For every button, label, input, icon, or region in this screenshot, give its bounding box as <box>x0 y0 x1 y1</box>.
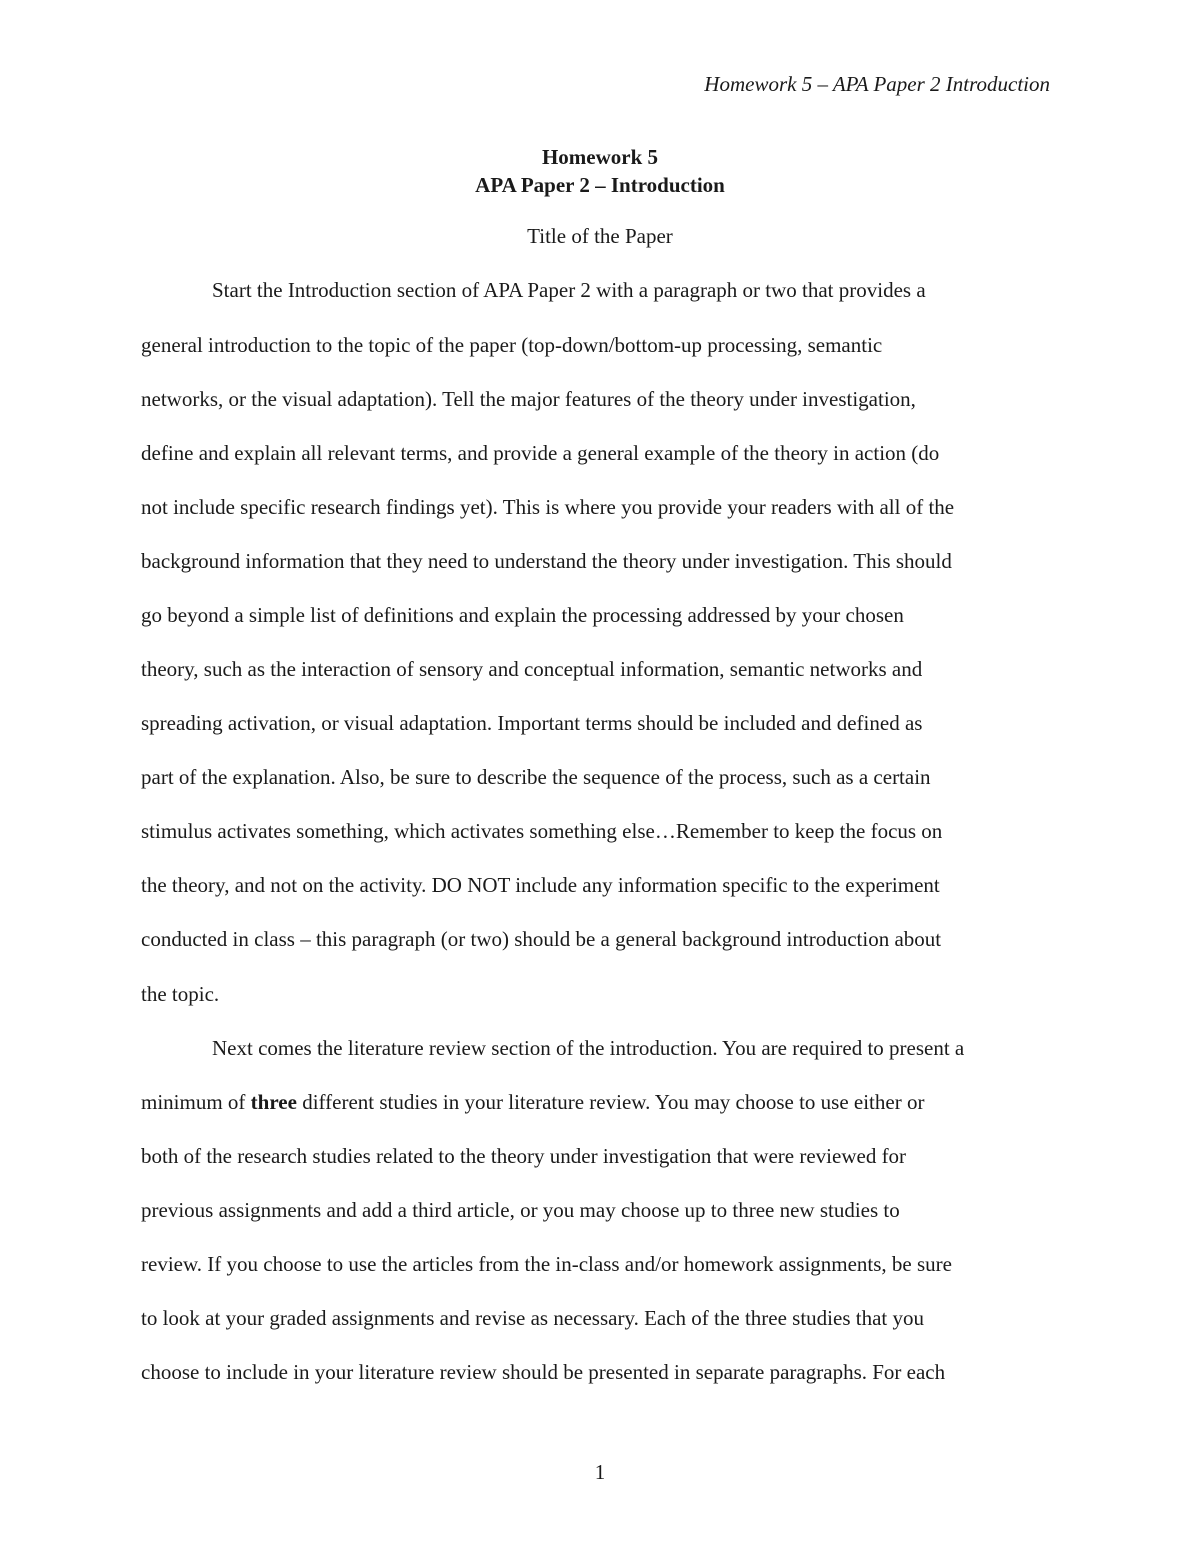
text-run: minimum of <box>141 1090 251 1114</box>
page-number: 1 <box>594 1460 606 1484</box>
paragraph-line: the theory, and not on the activity. DO NOT include any information specific to the experiment <box>141 873 940 897</box>
bold-emphasis: three <box>250 1090 297 1114</box>
paragraph-line: theory, such as the interaction of sensory and conceptual information, semantic networks and <box>141 657 923 681</box>
assignment-subtitle: APA Paper 2 – Introduction <box>475 173 725 197</box>
paragraph-line: choose to include in your literature review should be presented in separate paragraphs. For each <box>141 1360 946 1384</box>
paragraph-line: stimulus activates something, which activates something else…Remember to keep the focus on <box>141 819 943 843</box>
title-block <box>0 143 1200 199</box>
paragraph-line: background information that they need to understand the theory under investigation. This should <box>141 549 952 573</box>
paragraph-line <box>141 1090 924 1115</box>
paragraph-line: Next comes the literature review section of the introduction. You are required to present a <box>212 1036 965 1060</box>
paragraph-line: part of the explanation. Also, be sure to describe the sequence of the process, such as a certain <box>141 765 931 789</box>
assignment-title: Homework 5 <box>541 145 659 169</box>
paragraph-line: networks, or the visual adaptation). Tell the major features of the theory under investigation, <box>141 387 916 411</box>
paragraph-line: define and explain all relevant terms, and provide a general example of the theory in action (do <box>141 441 940 465</box>
paragraph-line: conducted in class – this paragraph (or two) should be a general background introduction about <box>141 927 942 951</box>
paragraph-line: the topic. <box>141 982 220 1006</box>
paragraph-line: both of the research studies related to the theory under investigation that were reviewed for <box>141 1144 907 1168</box>
paragraph-line: review. If you choose to use the articles from the in-class and/or homework assignments, be sure <box>141 1252 952 1276</box>
paragraph-line: general introduction to the topic of the paper (top-down/bottom-up processing, semantic <box>141 333 883 357</box>
paper-title: Title of the Paper <box>527 224 673 248</box>
paragraph-line: go beyond a simple list of definitions and explain the processing addressed by your chosen <box>141 603 904 627</box>
paragraph-line: previous assignments and add a third article, or you may choose up to three new studies to <box>141 1198 900 1222</box>
paragraph-line: to look at your graded assignments and revise as necessary. Each of the three studies that you <box>141 1306 924 1330</box>
text-run: different studies in your literature review. You may choose to use either or <box>296 1090 925 1114</box>
paragraph-line: not include specific research findings yet). This is where you provide your readers with all of the <box>141 495 955 519</box>
paragraph-line: Start the Introduction section of APA Paper 2 with a paragraph or two that provides a <box>212 278 926 302</box>
running-head: Homework 5 – APA Paper 2 Introduction <box>704 72 1050 96</box>
paragraph-line: spreading activation, or visual adaptation. Important terms should be included and defined as <box>141 711 923 735</box>
